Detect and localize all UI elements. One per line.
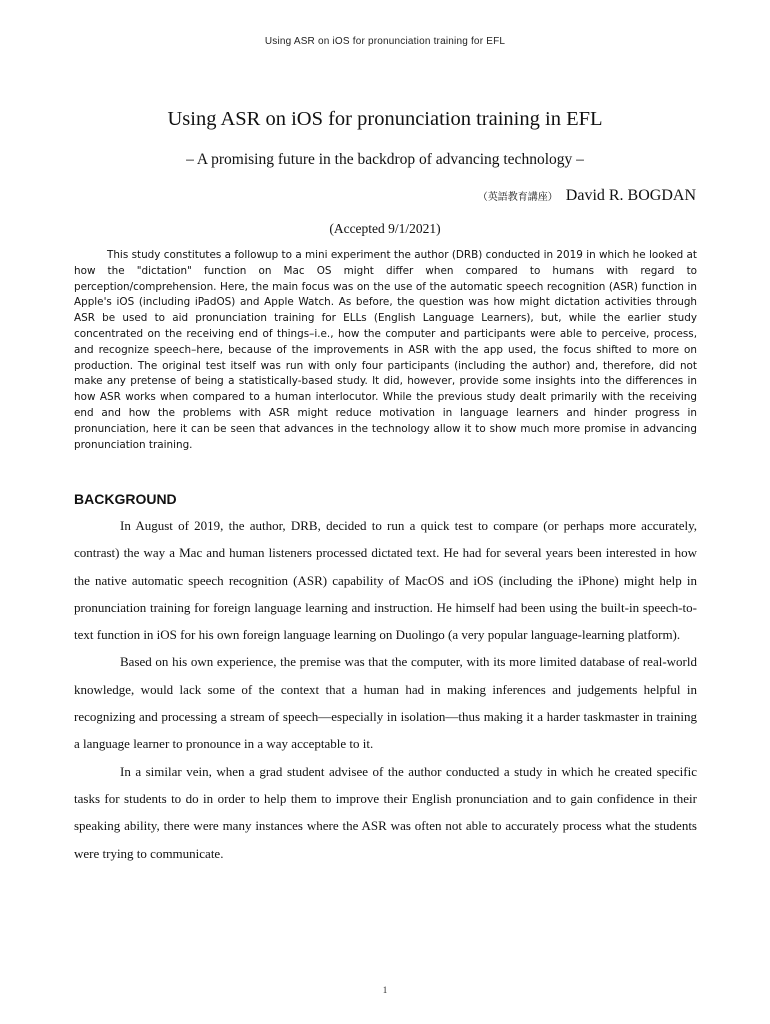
page-number: 1 [382, 985, 388, 995]
running-head: Using ASR on iOS for pronunciation training for EFL [264, 36, 506, 47]
author-line [478, 187, 696, 205]
accepted-date: (Accepted 9/1/2021) [329, 221, 441, 236]
paper-title: Using ASR on iOS for pronunciation training in EFL [167, 108, 603, 130]
section-heading-background: BACKGROUND [74, 491, 177, 507]
body-paragraph: Based on his own experience, the premise was that the computer, with its more limited database of real-world knowledge, would lack some of the context that a human had in making inferences and judgements helpful in recognizing and processing a stream of speech—especially in isolation—thus making it a harder taskmaster in training a language learner to pronounce in a way acceptable to it. [74, 654, 697, 752]
abstract: This study constitutes a followup to a mini experiment the author (DRB) conducted in 2019 in which he looked at how the "dictation" function on Mac OS might differ when compared to humans with regard to perception/comprehension. Here, the main focus was on the use of the automatic speech recognition (ASR) function in Apple's iOS (including iPadOS) and Apple Watch. As before, the question was how might dictation activities through ASR be used to aid pronunciation training for ELLs (English Language Learners), but, while the earlier study concentrated on the receiving end of things–i.e., how the computer and participants were able to perceive, process, and recognize speech–here, because of the improvements in ASR with the app used, the focus shifted to more on production. The original test itself was run with only four participants (including the author) and, therefore, did not make any pretense of being a statistically-based study. It did, however, provide some insights into the differences in how ASR works when compared to a human interlocutor. While the previous study dealt primarily with the receiving end and how the problems with ASR might reduce motivation in language learners and hinder progress in pronunciation, here it can be seen that advances in the technology allow it to show much more promise in advancing pronunciation training. [74, 249, 697, 451]
author-name: David R. BOGDAN [565, 187, 696, 204]
body-paragraph: In August of 2019, the author, DRB, decided to run a quick test to compare (or perhaps more accurately, contrast) the way a Mac and human listeners processed dictated text. He had for several years been interested in how the native automatic speech recognition (ASR) capability of MacOS and iOS (including the iPhone) might help in pronunciation training for foreign language learning and instruction. He himself had been using the built-in speech-to-text function in iOS for his own foreign language learning on Duolingo (a very popular language-learning platform). [74, 518, 697, 643]
body-text [74, 512, 697, 867]
body-paragraph: In a similar vein, when a grad student advisee of the author conducted a study in which he created specific tasks for students to do in order to help them to improve their English pronunciation and to gain confidence in their speaking ability, there were many instances where the ASR was often not able to accurately process what the students were trying to communicate. [74, 763, 697, 861]
paper-subtitle: – A promising future in the backdrop of advancing technology – [186, 151, 584, 168]
author-affiliation: （英語教育講座） [477, 192, 558, 203]
